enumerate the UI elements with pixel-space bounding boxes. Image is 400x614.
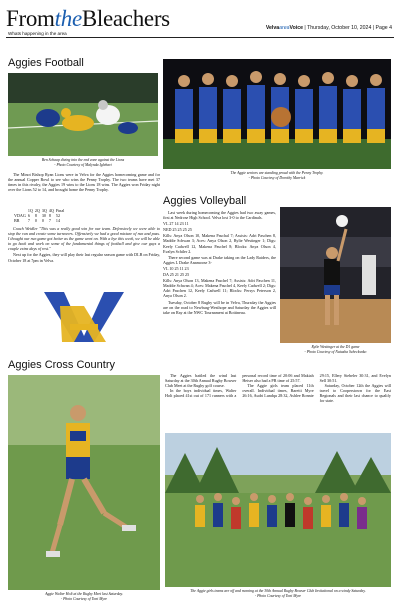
score-cell: 0	[41, 218, 44, 223]
football-article	[8, 172, 160, 193]
volleyball-photo	[280, 207, 391, 343]
volleyball-para1: Last week during homecoming the Aggies had two away games, first at Nedrose High School. Velva lost 3-0 to the Cardinals.	[163, 210, 276, 221]
caption-line: The Aggie girls teams are off and running at the 30th Annual Rugby Bowser Club Invitational on a windy Saturday.	[190, 589, 366, 593]
football-article-cont	[8, 226, 160, 264]
caption-credit: - Photo Courtesy of Natasha Schecksnko	[304, 349, 367, 354]
issue-date-page: | Thursday, October 10, 2024 | Page 4	[302, 25, 392, 31]
crosscountry-photo2-caption	[165, 589, 391, 599]
brand-voice: Voice	[289, 25, 303, 31]
score-cell: 0	[34, 218, 37, 223]
caption-credit: - Photo Courtesy of Dorothy Marrick	[248, 175, 306, 180]
score-cell: 7	[27, 218, 30, 223]
volleyball-para3: Tuesday, October 8 Rugby will be in Velva, Thursday the Aggies are on the road to Newburg-Westhope and Saturday the Aggies will take on Ray at the NWC Tournament at Bottineau.	[163, 299, 276, 315]
crosscountry-article	[165, 373, 391, 429]
score-header-cell: Final	[55, 208, 65, 213]
score-cell: VDAG	[14, 213, 26, 218]
score-cell: 52	[55, 213, 60, 218]
volleyball-photo-caption	[280, 345, 391, 355]
velva-aggies-logo	[40, 286, 128, 346]
brand-velva: Velva	[265, 25, 280, 31]
football-photo-touchdown	[8, 73, 158, 156]
football-photo2-caption	[163, 171, 391, 181]
volleyball-stats2: Kills: Anya Olson 13, Makena Paschel 7; Assists: Adri Paschen 11, Maddie Schwan 4; Aces: Makena Paschel 4, Keely Cadwell 2; Digs: Adri Paschen 12, Keely Cadwell 11; Blocks: Persys Peterson 2, Anya Olson 2.	[163, 278, 276, 299]
crosscountry-para1: The Aggies battled the wind last Saturday at the 30th Annual Rugby Bowser Club Meet at the Rugby golf course.	[165, 373, 237, 389]
score-cell: 30	[41, 213, 46, 218]
caption-line: Rylie Westinger at the D1 game	[311, 345, 360, 349]
caption-line: Ben Schaap diving into the end zone against the Lions	[41, 158, 125, 162]
football-scoreboard	[14, 208, 66, 223]
volleyball-article	[163, 210, 276, 316]
masthead-the: the	[54, 6, 82, 31]
masthead-bleachers: Bleachers	[81, 6, 170, 31]
football-para1: The Minot Bishop Ryan Lions were in Velva for the Aggies homecoming game and for the annual Copper Bowl to see who wins the Penny Trophy. The two teams have met 37 times in this rivalry, the Aggies 19 wins to the Lions 18 wins. The Aggies won Friday night over the Lions 52 to 14, and brought home the Penny Trophy.	[8, 172, 160, 193]
caption-credit: - Photo Courtesy of Toni Myre	[254, 593, 302, 598]
score-cell: 8	[48, 213, 51, 218]
caption-line: The Aggie seniors are standing proud with the Penny Trophy.	[230, 171, 324, 175]
score-header-cell: 4Q	[48, 208, 54, 213]
score-header-cell: 2Q	[34, 208, 40, 213]
crosscountry-para3: The Aggie girls team placed 11th overall. Individual times, Baretti Myre 26:16, Audri Lundqu 28:32, Ashlee Ronnie 29:15, Ellery Siebeler 30:31, and Evelyn Sell 30:51.	[242, 373, 391, 399]
volleyball-heading: Aggies Volleyball	[163, 195, 247, 207]
crosscountry-heading: Aggies Cross Country	[8, 359, 115, 371]
score-cell: BR	[14, 218, 20, 223]
issue-info	[266, 25, 392, 31]
crosscountry-para4: Saturday, October 12th the Aggies will travel to Cooperstown for the East Regionals and their last chance to qualify for state.	[319, 383, 391, 404]
volleyball-para2: There second game was at Drake taking on the Lady Raiders, the Aggies L Drake Anamoose 3-	[163, 254, 276, 265]
caption-credit: - Photo Courtesy of Malynda Iglehart	[54, 162, 112, 167]
volleyball-score-ned: NED 25 25 25 25	[163, 227, 192, 233]
volleyball-score-da: DA 25 21 25 25	[163, 272, 190, 278]
score-header-cell: 3Q	[41, 208, 47, 213]
caption-line: Aggie Walter Holt at the Rugby Meet last Saturday.	[45, 592, 123, 596]
score-cell: 14	[55, 218, 60, 223]
football-para3: Next up for the Aggies, they will play their last regular season game with DLB on Friday, October 18 at 7pm in Velva.	[8, 252, 160, 263]
football-heading: Aggies Football	[8, 57, 84, 69]
volleyball-score-vl2: VL 10 25 11 23	[163, 265, 189, 271]
scoreboard-row	[14, 218, 66, 223]
crosscountry-para2: In the boys individual times, Walter Holt placed 41st out of 171 runners with a personal record time of 20:06 and Makiah Heiser also had a PR time of 25:57.	[165, 373, 314, 399]
volleyball-stats1: Kills: Anya Olson 10, Makena Paschal 7; Assists: Adri Paschen 8, Maddie Schwan 3; Aces: Anya Olson 2, Rylie Westinger 1; Digs: Keely Cadwell 12, Makena Paschel 8; Blocks: Anya Olson 4, Evalyn Schiler 2.	[163, 233, 276, 254]
score-cell: 6	[27, 213, 30, 218]
score-cell: 8	[34, 213, 37, 218]
football-photo1-caption	[8, 158, 158, 168]
crosscountry-photo-start	[165, 433, 391, 587]
header-rule	[6, 37, 394, 38]
masthead-title	[6, 6, 170, 32]
tagline: Whats happening in the area	[8, 31, 67, 36]
football-photo-seniors	[163, 59, 391, 169]
caption-credit: - Photo Courtesy of Toni Myre	[60, 596, 108, 601]
brand-area: area	[279, 25, 290, 31]
volleyball-score-vl: VL 27 14 23 11	[163, 221, 189, 227]
crosscountry-photo-runner	[8, 375, 160, 590]
score-header-cell: 1Q	[27, 208, 33, 213]
football-coach-quote: Coach Weidler "This was a really good win for our team. Defensively we were able to stop the run and create some turnovers. Offensively we had a good mixture of run and pass. I thought our run game got better as the game went on. With a bye this week, we will be able to go back and work on some of the fundamental things of football and give our guys a couple extra days of rest."	[8, 226, 160, 252]
masthead-from: From	[6, 6, 55, 31]
crosscountry-photo1-caption	[8, 592, 160, 602]
score-cell: 7	[48, 218, 51, 223]
